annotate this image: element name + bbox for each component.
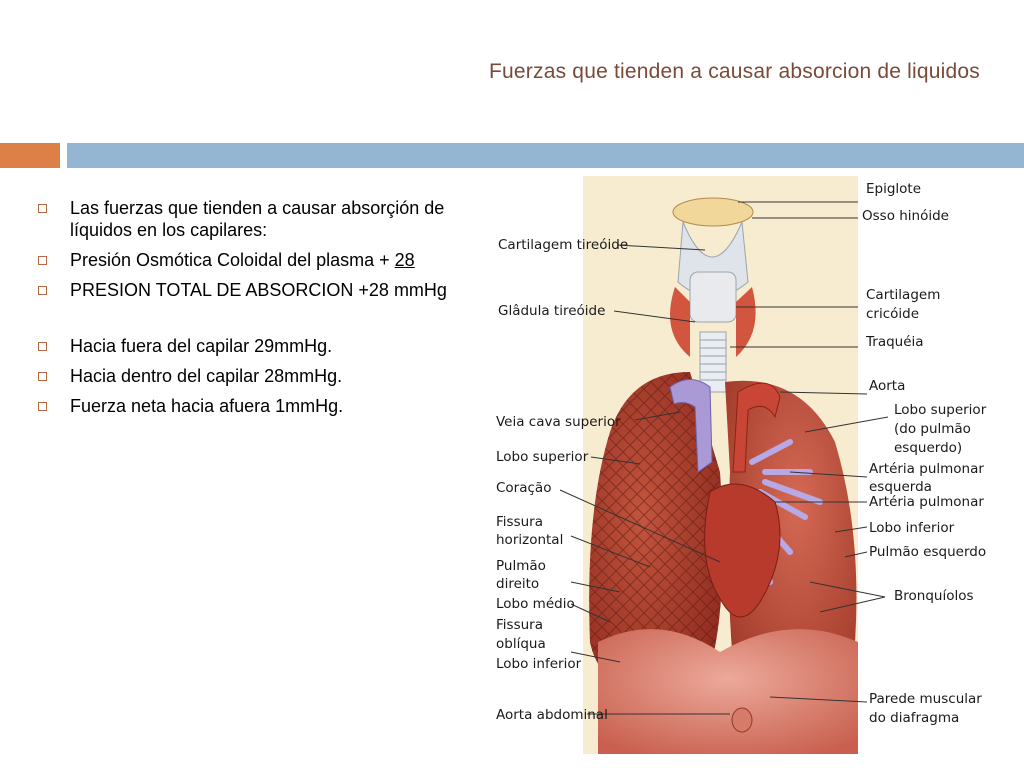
label-traqueia: Traquéia xyxy=(866,334,924,350)
bullet-item xyxy=(36,279,466,301)
accent-band xyxy=(0,143,60,168)
label-lobo-medio: Lobo médio xyxy=(496,596,575,612)
bullet-text: Hacia dentro del capilar 28mmHg. xyxy=(70,366,343,386)
header-band xyxy=(67,143,1024,168)
bullet-square-icon xyxy=(38,286,47,295)
bullet-item xyxy=(36,197,466,241)
bullet-square-icon xyxy=(38,204,47,213)
label-osso-hioide: Osso hinóide xyxy=(862,208,949,224)
bullet-item xyxy=(36,365,466,387)
label-lobo-inferior-right: Lobo inferior xyxy=(869,520,955,536)
label-lobo-inferior-left: Lobo inferior xyxy=(496,656,582,672)
label-fissura-horizontal-1: Fissura xyxy=(496,514,543,530)
bullet-square-icon xyxy=(38,342,47,351)
label-fissura-obliqua-2: oblíqua xyxy=(496,636,546,652)
bullet-value: 28 xyxy=(394,250,415,270)
label-arteria-pulmonar-esq-1: Artéria pulmonar xyxy=(869,461,984,477)
right-labels xyxy=(862,181,987,726)
label-lobo-superior-esq-2: (do pulmão xyxy=(894,421,971,437)
anatomy-figure xyxy=(490,172,1010,757)
label-coracao: Coração xyxy=(496,480,552,496)
diaphragm xyxy=(598,629,858,754)
bullet-text: Las fuerzas que tienden a causar absorçión de líquidos en los capilares: xyxy=(70,198,445,240)
label-pulmao-esquerdo: Pulmão esquerdo xyxy=(869,544,987,560)
lungs-illustration xyxy=(490,172,1010,757)
bullet-text: Presión Osmótica Coloidal del plasma + xyxy=(70,250,395,270)
label-arteria-pulmonar: Artéria pulmonar xyxy=(869,494,984,510)
bullet-text: PRESION TOTAL DE ABSORCION +28 mmHg xyxy=(70,280,447,300)
label-cartilagem-cricoide-2: cricóide xyxy=(866,306,920,322)
label-arteria-pulmonar-esq-2: esquerda xyxy=(869,479,932,495)
label-glandula-tireoide: Glâdula tireóide xyxy=(498,303,606,319)
bullet-item xyxy=(36,335,466,357)
label-aorta: Aorta xyxy=(869,378,906,394)
bullet-square-icon xyxy=(38,402,47,411)
label-epiglote: Epiglote xyxy=(866,181,922,197)
label-cartilagem-tireoide: Cartilagem tireóide xyxy=(498,237,629,253)
bullet-text: Fuerza neta hacia afuera 1mmHg. xyxy=(70,396,344,416)
bullet-square-icon xyxy=(38,256,47,265)
bullet-square-icon xyxy=(38,372,47,381)
bullet-list xyxy=(36,197,466,425)
label-cartilagem-cricoide-1: Cartilagem xyxy=(866,287,941,303)
label-fissura-obliqua-1: Fissura xyxy=(496,617,543,633)
label-lobo-superior: Lobo superior xyxy=(496,449,589,465)
label-parede-muscular-1: Parede muscular xyxy=(869,691,982,707)
label-lobo-superior-esq-1: Lobo superior xyxy=(894,402,987,418)
label-fissura-horizontal-2: horizontal xyxy=(496,532,564,548)
label-lobo-superior-esq-3: esquerdo) xyxy=(894,440,963,456)
bullet-text: Hacia fuera del capilar 29mmHg. xyxy=(70,336,333,356)
label-pulmao-direito-1: Pulmão xyxy=(496,558,546,574)
label-bronquiolos: Bronquíolos xyxy=(894,588,974,604)
label-aorta-abdominal: Aorta abdominal xyxy=(496,707,608,723)
label-veia-cava-superior: Veia cava superior xyxy=(496,414,621,430)
label-pulmao-direito-2: direito xyxy=(496,576,540,592)
label-parede-muscular-2: do diafragma xyxy=(869,710,960,726)
slide-title: Fuerzas que tienden a causar absorcion de liquidos xyxy=(489,60,980,83)
bullet-item xyxy=(36,249,466,271)
bullet-item xyxy=(36,395,466,417)
